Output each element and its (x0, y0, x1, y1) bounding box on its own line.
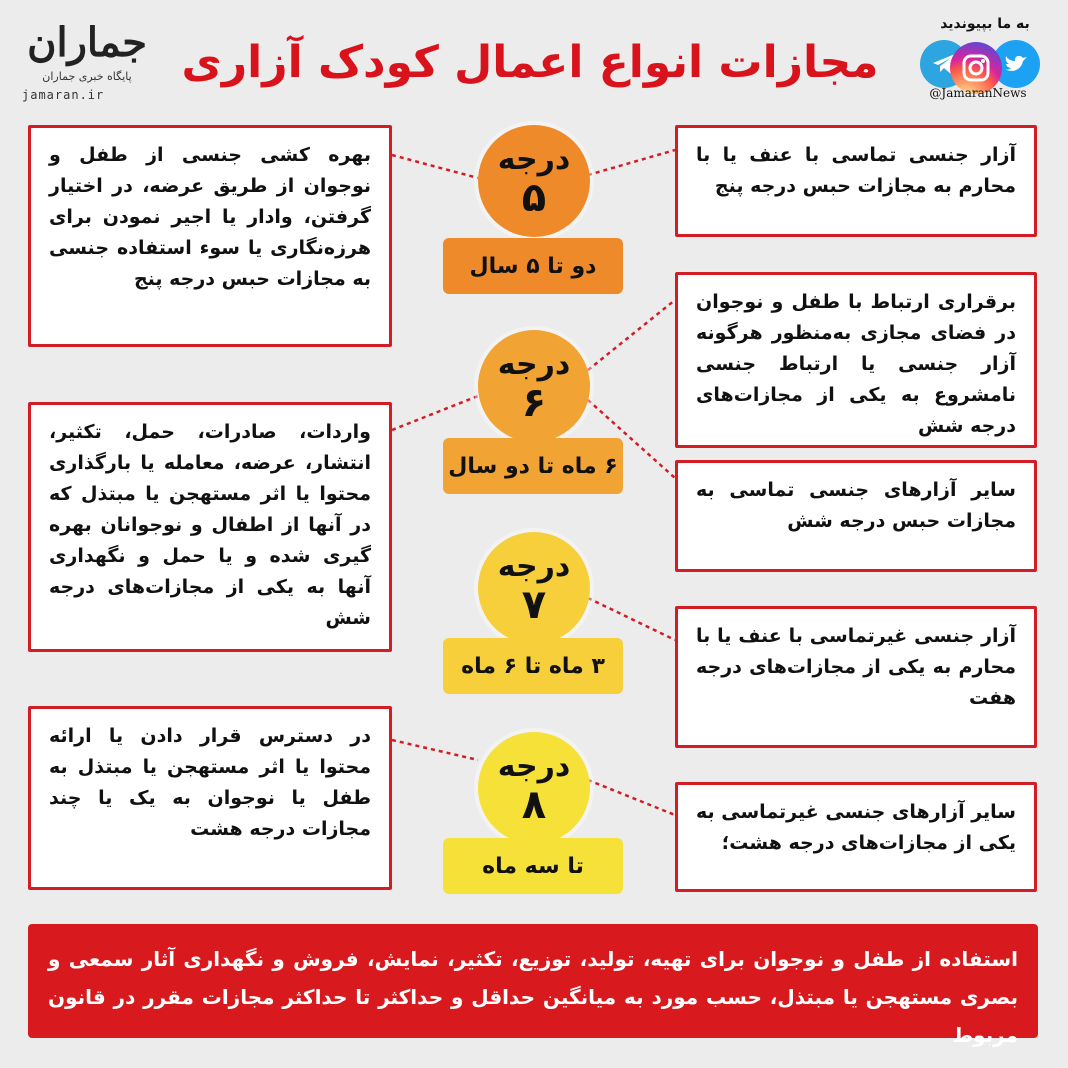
right-box-degree-8: سایر آزارهای جنسی غیرتماسی به یکی از مجازات‌های درجه هشت؛ (675, 782, 1037, 892)
degree-word: درجه (497, 749, 571, 784)
degree-number: ۸ (521, 782, 547, 828)
footer-note: استفاده از طفل و نوجوان برای تهیه، تولید، توزیع، تکثیر، نمایش، فروش و نگهداری آثار سمعی و بصری مستهجن یا مبتذل، حسب مورد به میانگین حداقل و حداکثر تا حداکثر مجازات مقرر در قانون مربوط (28, 924, 1038, 1038)
logo-mark: جماران (27, 19, 147, 66)
right-box-degree-5: آزار جنسی تماسی با عنف یا با محارم به مجازات حبس درجه پنج (675, 125, 1037, 237)
degree-word: درجه (497, 142, 571, 177)
left-box-degree-8: در دسترس قرار دادن یا ارائه محتوا یا اثر مستهجن یا مبتذل به طفل یا نوجوان به یک یا چند مجازات درجه هشت (28, 706, 392, 890)
logo-url: jamaran.ir (22, 88, 105, 102)
social-join-label: به ما بپیوندید (940, 16, 1030, 32)
degree-7-circle (478, 532, 590, 644)
right-box-degree-6-contact: سایر آزارهای جنسی تماسی به مجازات حبس درجه شش (675, 460, 1037, 572)
degree-number: ۷ (521, 582, 547, 628)
right-box-degree-6-online: برقراری ارتباط با طفل و نوجوان در فضای مجازی به‌منظور هرگونه آزار جنسی یا ارتباط جنسی نامشروع به یکی از مجازات‌های درجه شش (675, 272, 1037, 448)
degree-8-duration: تا سه ماه (443, 838, 623, 894)
social-handle: @JamaranNews (929, 86, 1027, 100)
degree-word: درجه (497, 549, 571, 584)
right-box-degree-7: آزار جنسی غیرتماسی با عنف یا با محارم به یکی از مجازات‌های درجه هفت (675, 606, 1037, 748)
degree-6-duration: ۶ ماه تا دو سال (443, 438, 623, 494)
degree-word: درجه (497, 347, 571, 382)
degree-number: ۵ (521, 175, 547, 221)
degree-8-circle (478, 732, 590, 844)
page-title: مجازات انواع اعمال کودک آزاری (181, 37, 879, 88)
degree-5-circle (478, 125, 590, 237)
degree-6-circle (478, 330, 590, 442)
logo-subtitle: پایگاه خبری جماران (42, 70, 132, 83)
degree-number: ۶ (521, 380, 547, 426)
left-box-degree-5: بهره کشی جنسی از طفل و نوجوان از طریق عرضه، در اختیار گرفتن، وادار یا اجیر نمودن برای هرزه‌نگاری یا سوء استفاده جنسی به مجازات حبس درجه پنج (28, 125, 392, 347)
degree-5-duration: دو تا ۵ سال (443, 238, 623, 294)
left-box-degree-6: واردات، صادرات، حمل، تکثیر، انتشار، عرضه، معامله یا بارگذاری محتوا یا اثر مستهجن یا مبتذل که در آنها از اطفال و نوجوانان بهره گیری شده و یا حمل و نگهداری آنها به یکی از مجازات‌های درجه شش (28, 402, 392, 652)
degree-7-duration: ۳ ماه تا ۶ ماه (443, 638, 623, 694)
